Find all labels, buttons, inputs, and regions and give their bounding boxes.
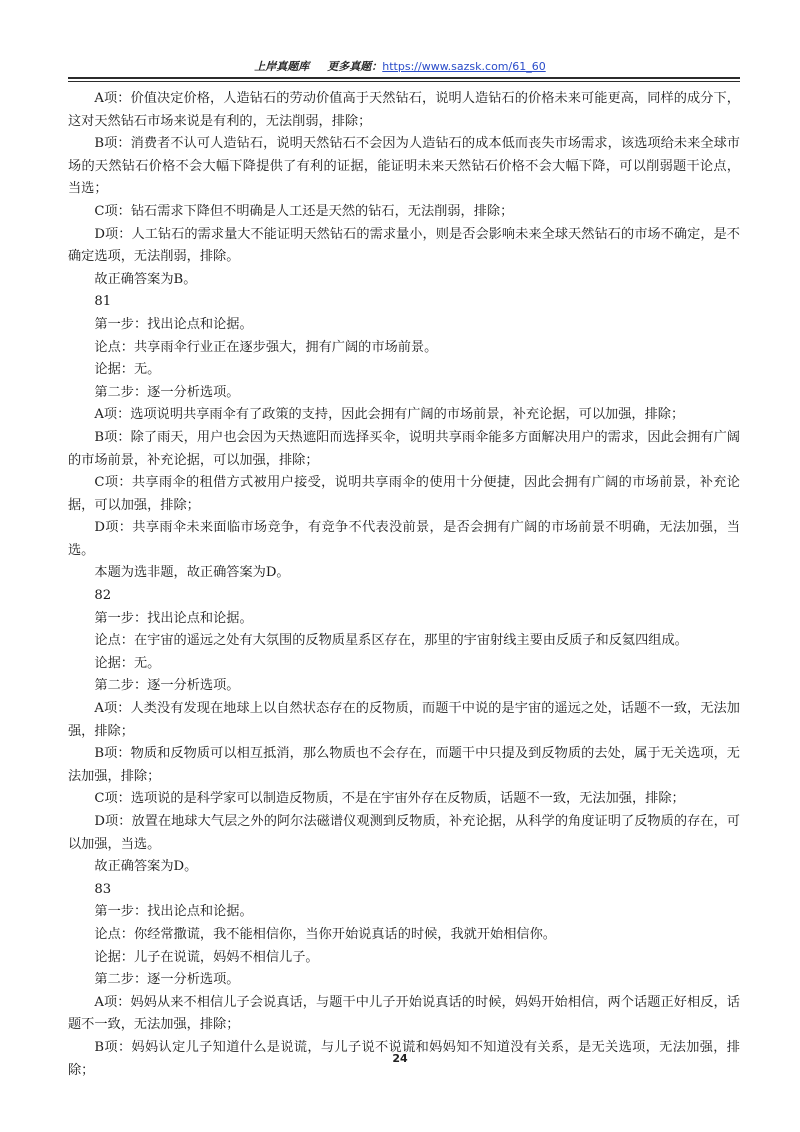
paragraph: 第一步：找出论点和论据。: [94, 316, 253, 332]
paragraph: 论据：儿子在说谎，妈妈不相信儿子。: [94, 949, 319, 965]
page-header: [0, 58, 800, 74]
paragraph: D项：共享雨伞未来面临市场竞争，有竞争不代表没前景，是否会拥有广阔的市场前景不明确，无法加强，当选。: [68, 520, 740, 558]
paragraph: A项：选项说明共享雨伞有了政策的支持，因此会拥有广阔的市场前景，补充论据，可以加强，排除；: [94, 407, 685, 423]
paragraph: B项：除了雨天，用户也会因为天热遮阳而选择买伞，说明共享雨伞能多方面解决用户的需求，因此会拥有广阔的市场前景，补充论据，可以加强，排除；: [68, 429, 740, 468]
header-link[interactable]: https://www.sazsk.com/61_60: [382, 60, 546, 73]
paragraph: D项：放置在地球大气层之外的阿尔法磁谱仪观测到反物质，补充论据，从科学的角度证明了反物质的存在，可以加强，当选。: [68, 814, 740, 852]
paragraph: C项：共享雨伞的租借方式被用户接受，说明共享雨伞的使用十分便捷，因此会拥有广阔的市场前景，补充论据，可以加强，排除；: [68, 475, 740, 513]
paragraph: C项：选项说的是科学家可以制造反物质，不是在宇宙外存在反物质，话题不一致，无法加强，排除；: [94, 791, 685, 807]
paragraph: 论据：无。: [94, 362, 161, 378]
page-number: 24: [392, 1052, 408, 1065]
paragraph: 81: [94, 294, 112, 310]
document-body: [68, 88, 740, 1082]
paragraph: A项：妈妈从来不相信儿子会说真话，与题干中儿子开始说真话的时候，妈妈开始相信，两个话题正好相反，话题不一致，无法加强，排除；: [68, 994, 740, 1033]
paragraph: 论点：你经常撒谎，我不能相信你，当你开始说真话的时候，我就开始相信你。: [94, 926, 556, 942]
header-rule-thin: [68, 81, 740, 82]
paragraph: 83: [94, 881, 112, 897]
paragraph: 第二步：逐一分析选项。: [94, 384, 240, 400]
paragraph: 第二步：逐一分析选项。: [94, 972, 240, 988]
header-brand: 上岸真题库: [254, 60, 310, 73]
paragraph: A项：价值决定价格，人造钻石的劳动价值高于天然钻石，说明人造钻石的价格未来可能更高，同样的成分下，这对天然钻石市场来说是有利的，无法削弱，排除；: [68, 91, 740, 129]
paragraph: B项：消费者不认可人造钻石，说明天然钻石不会因为人造钻石的成本低而丧失市场需求，该选项给未来全球市场的天然钻石价格不会大幅下降提供了有利的证据，能证明未来天然钻石价格不会大幅下降，可以削弱题干论点，当选；: [68, 136, 740, 197]
paragraph: 故正确答案为B。: [94, 271, 197, 287]
paragraph: 本题为选非题，故正确答案为D。: [94, 565, 290, 581]
paragraph: 故正确答案为D。: [94, 859, 198, 875]
paragraph: B项：妈妈认定儿子知道什么是说谎，与儿子说不说谎和妈妈知不知道没有关系，是无关选项，无法加强，排除；: [68, 1039, 740, 1078]
paragraph: D项：人工钻石的需求量大不能证明天然钻石的需求量小，则是否会影响未来全球天然钻石的市场不确定，是不确定选项，无法削弱，排除。: [68, 226, 740, 265]
paragraph: 第一步：找出论点和论据。: [94, 904, 253, 920]
paragraph: B项：物质和反物质可以相互抵消，那么物质也不会存在，而题干中只提及到反物质的去处，属于无关选项，无法加强，排除；: [68, 746, 740, 784]
paragraph: 82: [94, 588, 112, 604]
paragraph: 第一步：找出论点和论据。: [94, 610, 253, 626]
paragraph: 论点：在宇宙的遥远之处有大氛围的反物质星系区存在，那里的宇宙射线主要由反质子和反氦四组成。: [94, 633, 688, 649]
paragraph: 论点：共享雨伞行业正在逐步强大，拥有广阔的市场前景。: [94, 339, 438, 355]
header-more-label: 更多真题：: [327, 60, 383, 73]
paragraph: 论据：无。: [94, 655, 161, 671]
header-rule: [68, 77, 740, 79]
paragraph: C项：钻石需求下降但不明确是人工还是天然的钻石，无法削弱，排除；: [94, 203, 514, 219]
paragraph: A项：人类没有发现在地球上以自然状态存在的反物质，而题干中说的是宇宙的遥远之处，话题不一致，无法加强，排除；: [68, 701, 740, 739]
paragraph: 第二步：逐一分析选项。: [94, 678, 240, 694]
